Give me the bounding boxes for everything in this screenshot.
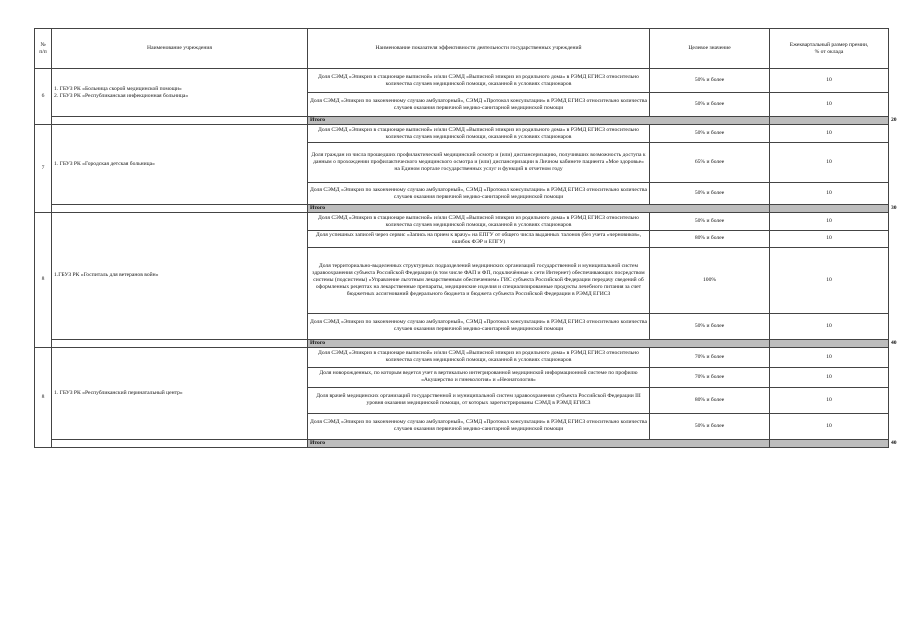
- target-value-cell: 50% и более: [650, 69, 770, 93]
- target-value-cell: 70% и более: [650, 367, 770, 387]
- total-row: Итого 30: [35, 205, 889, 213]
- target-value-cell: 50% и более: [650, 413, 770, 439]
- premium-cell: 10: [770, 387, 889, 413]
- indicator-cell: Доля СЭМД «Эпикриз по законченному случаю амбулаторный», СЭМД «Протокол консультации» в РЭМД ЕГИСЗ относительно количества случаев оказания первичной медико-санитарной медицинской помощи: [308, 313, 650, 339]
- indicator-cell: Доля СЭМД «Эпикриз в стационаре выписной» и/или СЭМД «Выписной эпикриз из родильного дома» в РЭМД ЕГИСЗ относительно количества случаев медицинской помощи, оказанной в условиях стационаров: [308, 347, 650, 367]
- premium-cell: 10: [770, 93, 889, 117]
- total-target-blank: [770, 339, 889, 347]
- institution-name: 1. ГБУЗ РК «Городская детская больница»: [54, 161, 155, 167]
- indicator-cell: Доля граждан из числа прошедших профилактический медицинский осмотр и (или) диспансеризацию, получивших возможность доступа к данным о прохождении профилактического медицинского осмотра и (или) диспансеризации в Личном кабинете пациента «Мое здоровье» на Едином портале государственных услуг и функций в отчетном году: [308, 143, 650, 183]
- total-label: Итого: [308, 339, 770, 347]
- target-value-cell: 50% и более: [650, 313, 770, 339]
- target-value-cell: 80% и более: [650, 387, 770, 413]
- target-value-cell: 80% и более: [650, 231, 770, 248]
- row-number: 6: [35, 69, 52, 125]
- table-row: [35, 347, 889, 367]
- target-value-cell: 65% и более: [650, 143, 770, 183]
- target-value-cell: 100%: [650, 247, 770, 313]
- header-indicator: Наименование показателя эффективности деятельности государственных учреждений: [308, 29, 650, 69]
- indicator-cell: Доля успешных записей через сервис «Запись на прием к врачу» на ЕПГУ от общего числа выданных талонов (без учета «черновиков», ошибок ФЭР и ЕПГУ): [308, 231, 650, 248]
- row-number: 8: [35, 347, 52, 447]
- total-spacer: [52, 339, 308, 347]
- indicator-cell: Доля СЭМД «Эпикриз в стационаре выписной» и/или СЭМД «Выписной эпикриз из родильного дома» в РЭМД ЕГИСЗ относительно количества случаев медицинской помощи, оказанной в условиях стационаров: [308, 69, 650, 93]
- total-label: Итого: [308, 205, 770, 213]
- premium-cell: 10: [770, 347, 889, 367]
- header-premium: Ежеквартальный размер премии, % от оклада: [770, 29, 889, 69]
- premium-cell: 10: [770, 125, 889, 143]
- table-row: [35, 69, 889, 93]
- header-institution: Наименование учреждения: [52, 29, 308, 69]
- table-body: [35, 69, 897, 448]
- total-row: Итого 20: [35, 117, 889, 125]
- total-spacer: [52, 439, 308, 447]
- indicator-cell: Доля СЭМД «Эпикриз по законченному случаю амбулаторный», СЭМД «Протокол консультации» в РЭМД ЕГИСЗ относительно количества случаев оказания первичной медико-санитарной медицинской помощи: [308, 93, 650, 117]
- efficiency-indicators-table: [34, 28, 897, 448]
- indicator-cell: Доля СЭМД «Эпикриз в стационаре выписной» и/или СЭМД «Выписной эпикриз из родильного дома» в РЭМД ЕГИСЗ относительно количества случаев медицинской помощи, оказанной в условиях стационаров: [308, 125, 650, 143]
- target-value-cell: 50% и более: [650, 93, 770, 117]
- premium-cell: 10: [770, 231, 889, 248]
- row-number: 7: [35, 125, 52, 213]
- total-label: Итого: [308, 117, 770, 125]
- institution-name: 1.ГБУЗ РК «Госпиталь для ветеранов войн»: [54, 272, 159, 279]
- total-row: Итого 40: [35, 339, 889, 347]
- table-row: [35, 125, 889, 143]
- institution-cell: [52, 69, 308, 117]
- premium-cell: 10: [770, 413, 889, 439]
- institution-name: 1. ГБУЗ РК «Больница скорой медицинской помощи»: [54, 85, 182, 92]
- institution-cell: [52, 213, 308, 340]
- header-num: № п/п: [35, 29, 52, 69]
- target-value-cell: 50% и более: [650, 125, 770, 143]
- total-target-blank: [770, 117, 889, 125]
- total-target-blank: [770, 439, 889, 447]
- indicator-cell: Доля СЭМД «Эпикриз по законченному случаю амбулаторный», СЭМД «Протокол консультации» в РЭМД ЕГИСЗ относительно количества случаев оказания первичной медико-санитарной медицинской помощи: [308, 183, 650, 205]
- target-value-cell: 50% и более: [650, 213, 770, 231]
- premium-cell: 10: [770, 143, 889, 183]
- total-spacer: [52, 117, 308, 125]
- indicator-cell: Доля СЭМД «Эпикриз в стационаре выписной» и/или СЭМД «Выписной эпикриз из родильного дома» в РЭМД ЕГИСЗ относительно количества случаев медицинской помощи, оказанной в условиях стационаров: [308, 213, 650, 231]
- target-value-cell: 50% и более: [650, 183, 770, 205]
- premium-cell: 10: [770, 247, 889, 313]
- total-spacer: [52, 205, 308, 213]
- indicator-cell: Доля территориально-выделенных структурных подразделений медицинских организаций государственной и муниципальной систем здравоохранения субъекта Российской Федерации (в том числе ФАП и ФП, подключённые к сети Интернет) обеспечивающих посредством системы (подсистемы) «Управление льготным лекарственным обеспечением» ГИС субъекта Российской Федерации передачу сведений об оформленных рецептах на лекарственные препараты, медицинские изделия и специализированные продукты лечебного питания за счет бюджетных ассигнований федерального бюджета и бюджета субъекта Российской Федерации в РЭМД ЕГИСЗ: [308, 247, 650, 313]
- premium-cell: 10: [770, 183, 889, 205]
- row-number: 8: [35, 213, 52, 348]
- institution-cell: [52, 347, 308, 439]
- indicator-cell: Доля новорожденных, по которым ведется учет в вертикально интегрированной медицинской информационной системе по профилю «Акушерство и гинекология» и «Неонатология»: [308, 367, 650, 387]
- indicator-cell: Доля врачей медицинских организаций государственной и муниципальной систем здравоохранения субъекта Российской Федерации III уровня оказания медицинской помощи, от которых зарегистрированы СЭМД в РЭМД ЕГИСЗ: [308, 387, 650, 413]
- institution-cell: [52, 125, 308, 205]
- table-header-row: [35, 29, 889, 69]
- institution-name: 1. ГБУЗ РК «Республиканский перинатальный центр»: [54, 389, 183, 396]
- total-row: Итого 40: [35, 439, 889, 447]
- premium-cell: 10: [770, 69, 889, 93]
- premium-cell: 10: [770, 313, 889, 339]
- table-row: [35, 213, 889, 231]
- premium-cell: 10: [770, 367, 889, 387]
- indicator-cell: Доля СЭМД «Эпикриз по законченному случаю амбулаторный», СЭМД «Протокол консультации» в РЭМД ЕГИСЗ относительно количества случаев оказания первичной медико-санитарной медицинской помощи: [308, 413, 650, 439]
- total-target-blank: [770, 205, 889, 213]
- header-target: Целевое значение: [650, 29, 770, 69]
- premium-cell: 10: [770, 213, 889, 231]
- target-value-cell: 70% и более: [650, 347, 770, 367]
- institution-name: 2. ГБУЗ РК «Республиканская инфекционная больница»: [54, 92, 189, 99]
- total-label: Итого: [308, 439, 770, 447]
